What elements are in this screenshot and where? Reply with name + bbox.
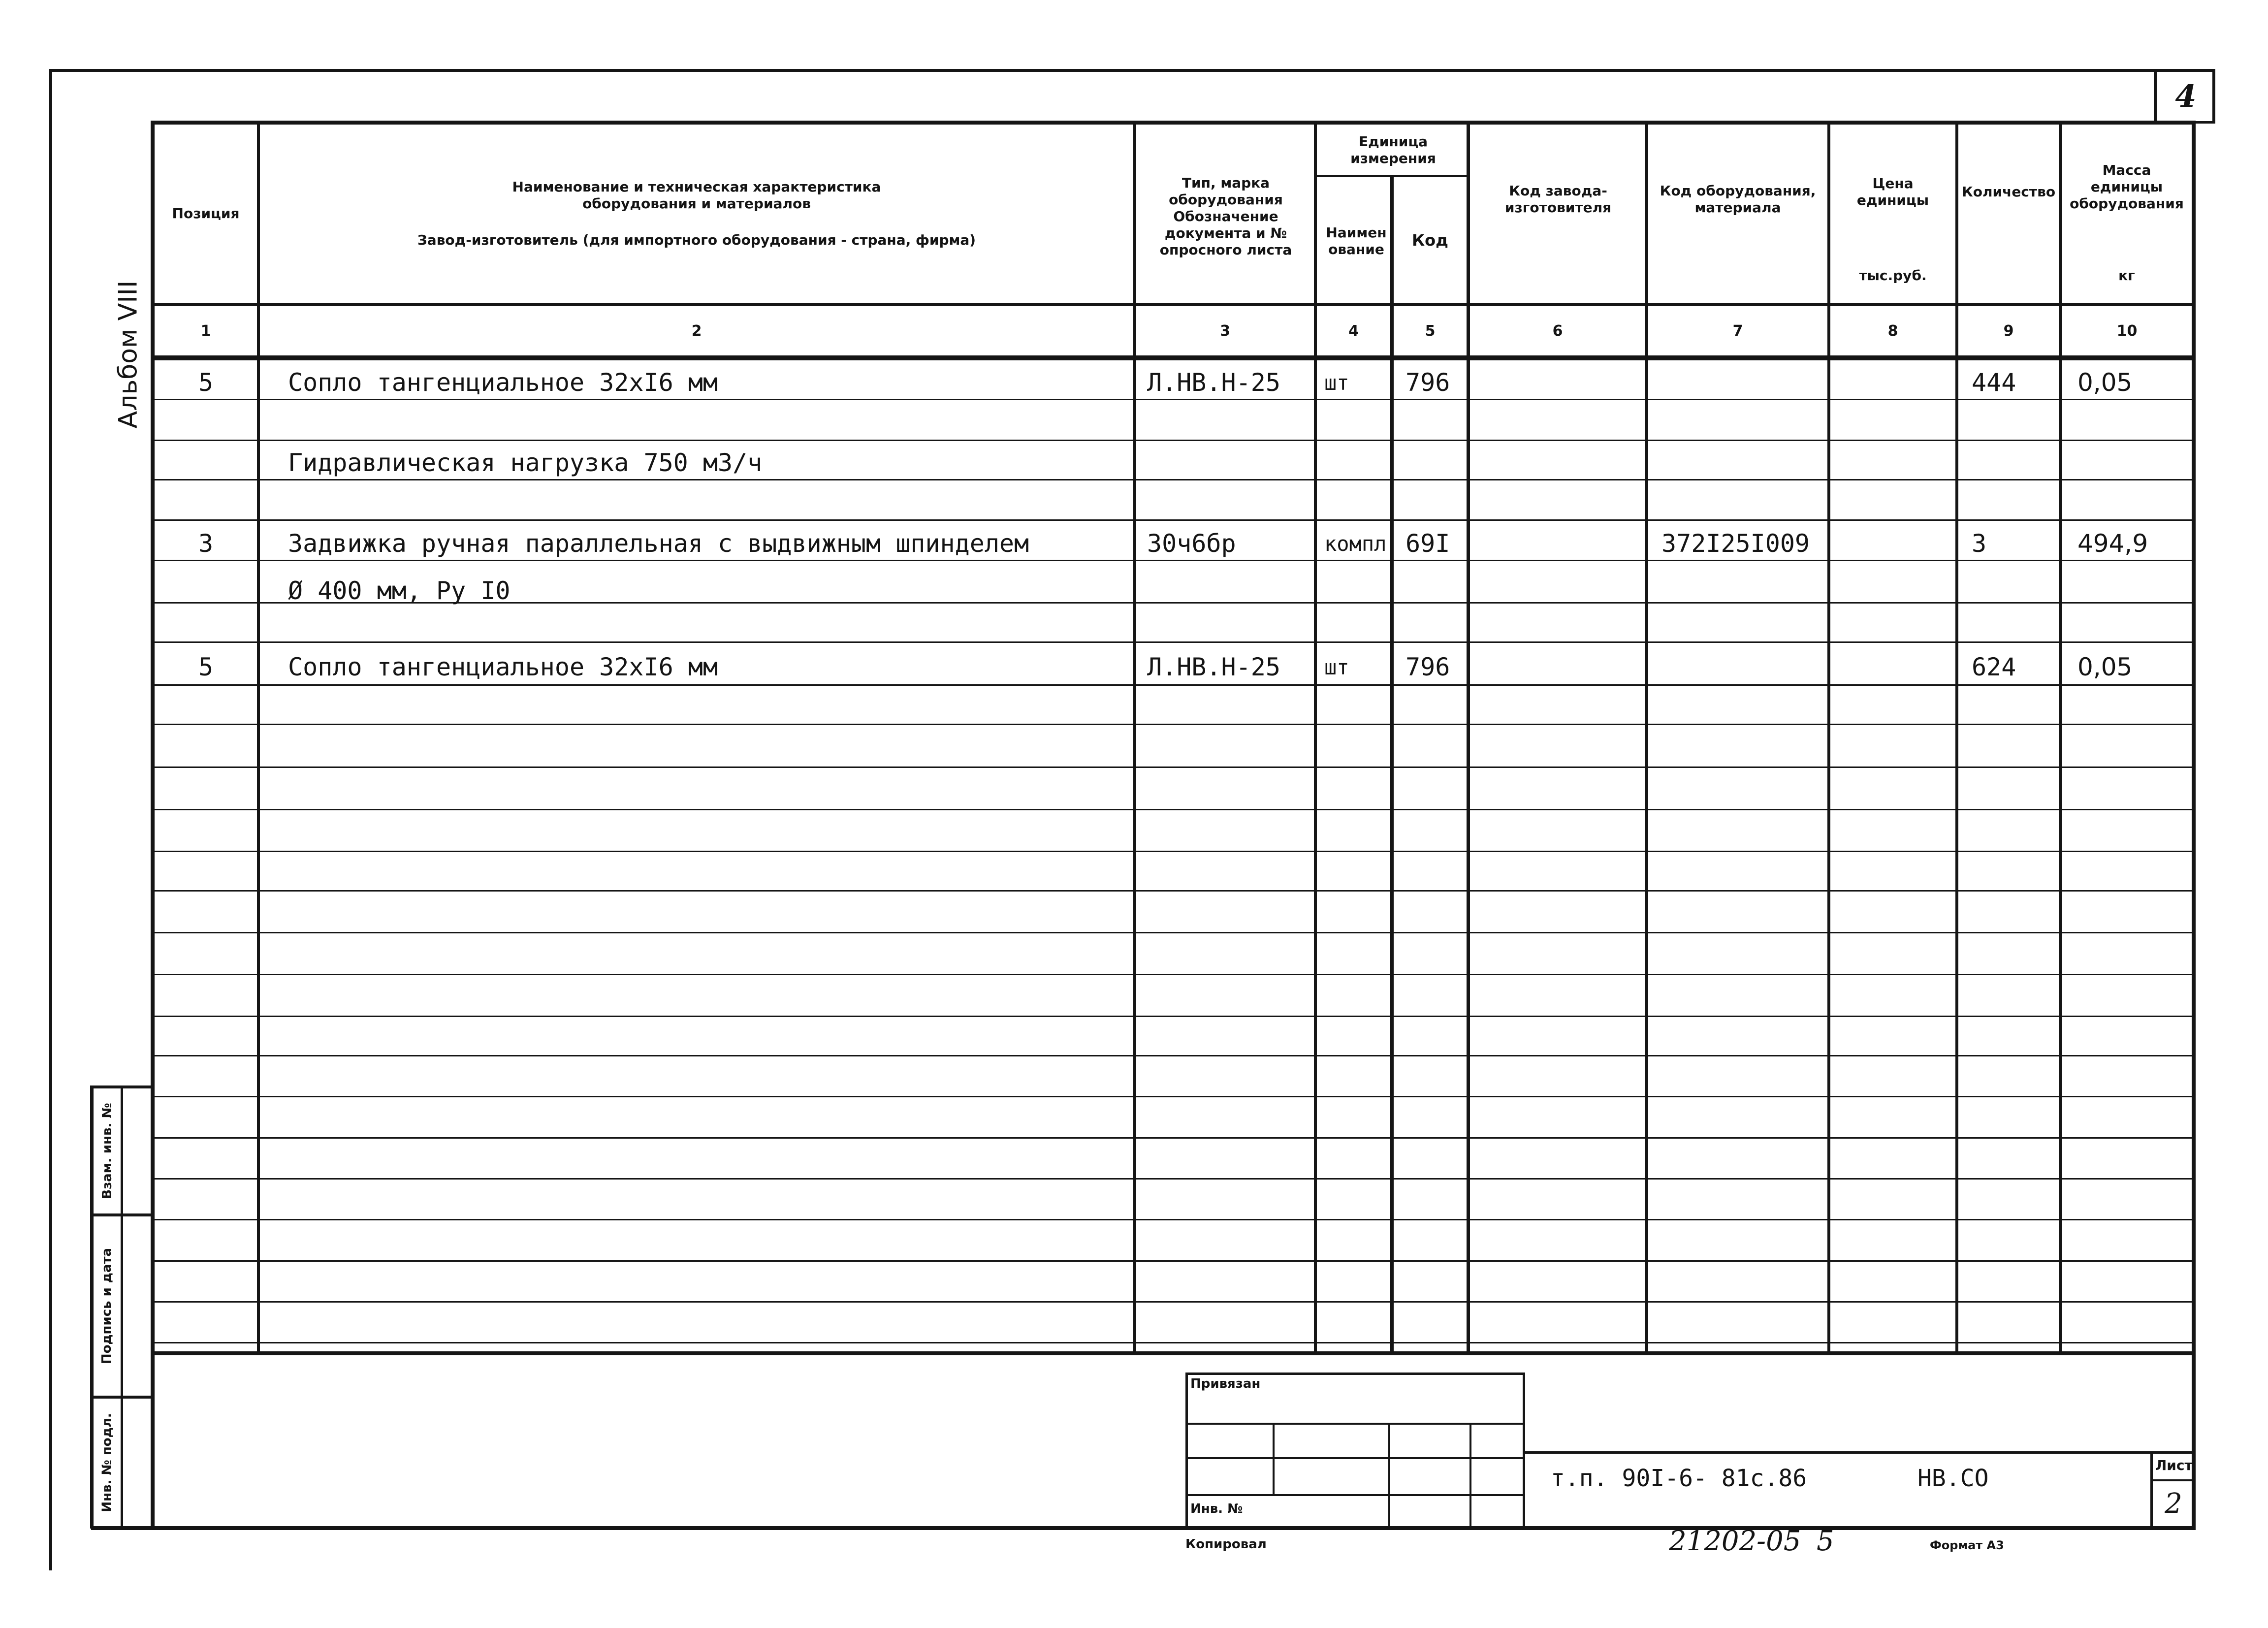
- row-line: [153, 1016, 2196, 1017]
- cell-mass: 0,05: [2077, 368, 2133, 397]
- row-line: [153, 1096, 2196, 1097]
- header-name-line3: Завод-изготовитель (для импортного оборудования - страна, фирма): [417, 232, 976, 248]
- stamp-box-row2: [1185, 1457, 1525, 1459]
- header-equip-code: Код оборудования, материала: [1660, 183, 1816, 216]
- stamp-box-top: [1185, 1373, 1525, 1375]
- title-code: НВ.СО: [1917, 1465, 1989, 1492]
- side-stamp-vzam: Взам. инв. №: [99, 1103, 115, 1199]
- frame-left: [49, 69, 52, 1570]
- header-unit-name: Наименование: [1326, 224, 1387, 257]
- row-line: [153, 440, 2196, 441]
- row-line: [153, 766, 2196, 768]
- header-name-line2: оборудования и материалов: [582, 195, 811, 212]
- footer-doc-number: 21202-05: [1669, 1525, 1801, 1557]
- sheet-corner-number: 4: [2175, 78, 2197, 114]
- stamp-box-col1: [1273, 1424, 1275, 1494]
- cell-unit-code: 69I: [1406, 529, 1450, 558]
- cell-name: Сопло тангенциальное 32хI6 мм: [288, 368, 718, 397]
- row-line: [153, 1342, 2196, 1343]
- cell-unit: шт: [1324, 370, 1349, 395]
- cell-mass: 0,05: [2077, 653, 2133, 681]
- header-position: Позиция: [172, 205, 240, 222]
- header-mass: Масса единицы оборудования: [2070, 162, 2184, 212]
- header-unit-code: Код: [1412, 230, 1448, 250]
- corner-box-left: [2154, 70, 2157, 123]
- album-label: Альбом VIII: [113, 280, 143, 429]
- cell-quantity: 624: [1972, 653, 2016, 681]
- cell-equip-code: [1661, 362, 1824, 403]
- cell-type: 30ч6бр: [1147, 529, 1236, 558]
- row-line: [153, 519, 2196, 521]
- cell-quantity: 3: [1972, 529, 1987, 558]
- col-number: 6: [1552, 322, 1563, 340]
- stamp-box-row3: [1185, 1494, 1525, 1496]
- col-number: 3: [1220, 322, 1230, 340]
- footer-bottom: [91, 1526, 2196, 1530]
- row-line: [153, 809, 2196, 810]
- stamp-box-col3: [1469, 1424, 1471, 1528]
- table-left: [151, 121, 155, 1529]
- row-line: [153, 641, 2196, 643]
- row-line: [153, 1178, 2196, 1180]
- col-number: 7: [1732, 322, 1743, 340]
- title-designation: т.п. 90I-6- 81с.86: [1551, 1465, 1807, 1492]
- cell-position: 3: [198, 529, 214, 558]
- row-line: [153, 724, 2196, 725]
- col-number: 1: [200, 322, 211, 340]
- header-type: Тип, марка оборудования Обозначение документа и № опросного листа: [1159, 175, 1292, 258]
- cell-name: Гидравлическая нагрузка 750 м3/ч: [288, 448, 763, 477]
- sheet-number: 2: [2165, 1488, 2182, 1520]
- stamp-box-row1: [1185, 1423, 1525, 1425]
- title-block-top: [1525, 1451, 2195, 1454]
- header-mass-unit: кг: [2118, 267, 2135, 284]
- cell-name: Задвижка ручная параллельная с выдвижным шпинделем: [288, 529, 1029, 558]
- col-number: 8: [1887, 322, 1898, 340]
- header-bottom: [153, 303, 2196, 306]
- stamp-privyazan: Привязан: [1190, 1376, 1261, 1391]
- row-line: [153, 1219, 2196, 1220]
- stamp-box-right: [1523, 1373, 1525, 1528]
- corner-box-right: [2212, 70, 2215, 123]
- cell-equip-code: 372I25I009: [1661, 529, 1810, 558]
- header-quantity: Количество: [1961, 184, 2056, 200]
- row-line: [153, 890, 2196, 892]
- col-number: 10: [2116, 322, 2138, 340]
- row-line: [153, 1055, 2196, 1056]
- sheet-box-divider: [2150, 1479, 2195, 1481]
- side-stamp-left: [90, 1085, 94, 1529]
- side-stamp-inner: [121, 1085, 123, 1529]
- cell-position: 5: [198, 368, 214, 397]
- cell-quantity: 444: [1972, 368, 2016, 397]
- col-number: 2: [691, 322, 702, 340]
- album-label-box: [103, 266, 153, 443]
- stamp-inv-no: Инв. №: [1190, 1501, 1243, 1516]
- header-name-line1: Наименование и техническая характеристика: [512, 179, 881, 195]
- cell-unit-code: 796: [1406, 653, 1450, 681]
- row-line: [153, 974, 2196, 975]
- sheet-label: Лист: [2155, 1457, 2193, 1473]
- row-line: [153, 1301, 2196, 1303]
- footer-page: 5: [1817, 1525, 1834, 1557]
- col-number: 9: [2003, 322, 2014, 340]
- col-number: 5: [1425, 322, 1436, 340]
- row-line: [153, 932, 2196, 933]
- col-line-4: [1390, 175, 1394, 1353]
- frame-top: [49, 69, 2215, 72]
- cell-name: Сопло тангенциальное 32хI6 мм: [288, 653, 718, 681]
- header-name-block: [260, 125, 1133, 303]
- cell-type: Л.НВ.Н-25: [1147, 368, 1280, 397]
- row-line: [153, 1137, 2196, 1139]
- numbers-bottom: [153, 355, 2196, 360]
- header-price-unit: тыс.руб.: [1859, 267, 1927, 284]
- col-line-9: [2059, 123, 2062, 1353]
- cell-unit: шт: [1324, 655, 1349, 679]
- row-line: [153, 851, 2196, 852]
- header-price: Цена единицы: [1856, 175, 1929, 208]
- cell-position: 5: [198, 653, 214, 681]
- footer-top: [153, 1351, 2196, 1355]
- cell-mass: 494,9: [2077, 529, 2148, 558]
- cell-type: Л.НВ.Н-25: [1147, 653, 1280, 681]
- table-top: [153, 121, 2196, 125]
- cell-name: Ø 400 мм, Ру I0: [288, 576, 511, 605]
- header-plant-code: Код завода-изготовителя: [1504, 183, 1612, 216]
- cell-equip-code: [1661, 646, 1824, 688]
- col-number: 4: [1348, 322, 1359, 340]
- footer-kopiroval: Копировал: [1185, 1537, 1267, 1552]
- col-line-5: [1467, 123, 1470, 1353]
- cell-unit: компл: [1324, 531, 1387, 556]
- sheet-box-left: [2150, 1451, 2153, 1528]
- header-unit-group: Единица измерения: [1350, 133, 1436, 166]
- side-stamp-inv: Инв. № подл.: [99, 1412, 115, 1512]
- stamp-box-col2: [1388, 1424, 1390, 1528]
- cell-unit-code: 796: [1406, 368, 1450, 397]
- stamp-box-left: [1185, 1373, 1188, 1528]
- footer-format: Формат А3: [1930, 1538, 2004, 1552]
- row-line: [153, 1260, 2196, 1262]
- side-stamp-podpis: Подпись и дата: [99, 1247, 115, 1365]
